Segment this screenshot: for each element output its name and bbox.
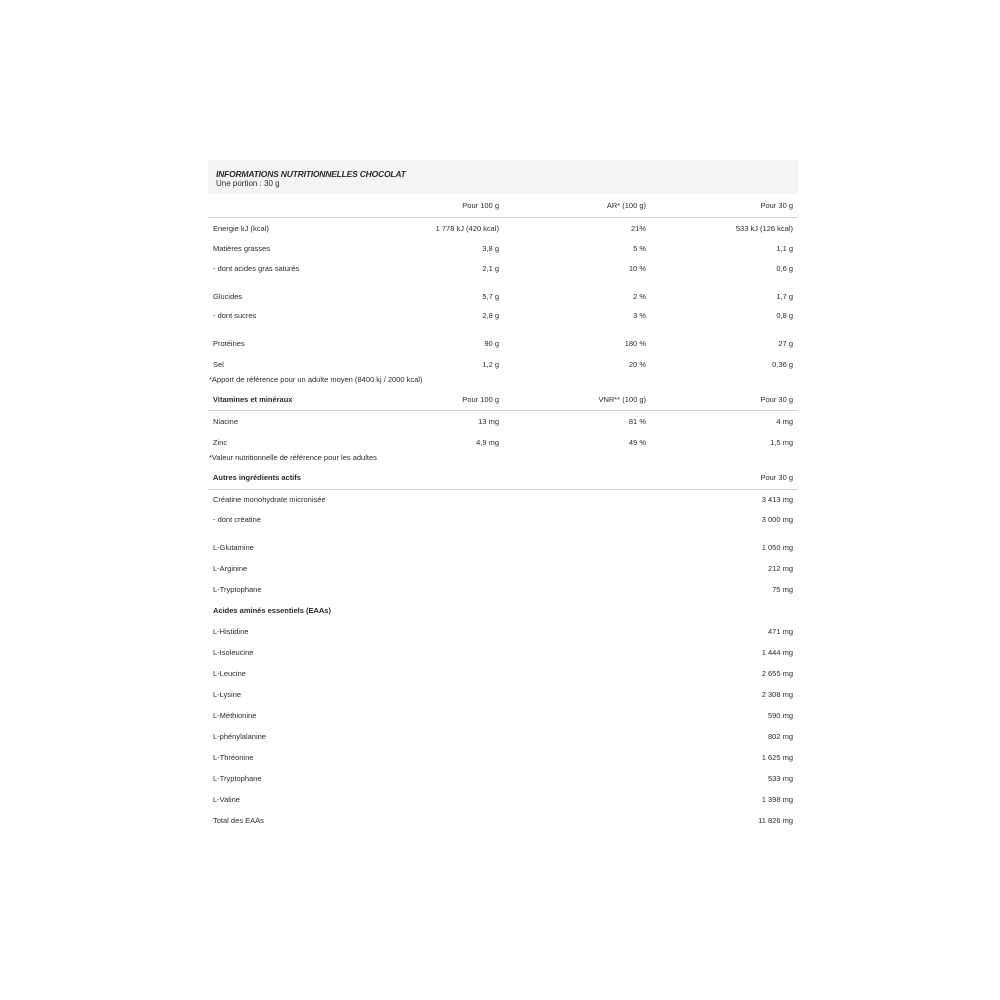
table-row: Energie kJ (kcal) 1 778 kJ (420 kcal) 21% 533 kJ (126 kcal) xyxy=(213,223,793,233)
table-row: L-Lysine 2 308 mg xyxy=(213,689,793,699)
vitamins-table-header: Vitamines et minéraux Pour 100 g VNR** (100 g) Pour 30 g xyxy=(208,389,798,411)
table-row: Sel 1,2 g 20 % 0,36 g xyxy=(213,359,793,369)
nutrition-title: INFORMATIONS NUTRITIONNELLES CHOCOLAT xyxy=(216,169,406,179)
col-per-100g: Pour 100 g xyxy=(462,200,499,210)
table-row: Niacine 13 mg 81 % 4 mg xyxy=(213,417,793,426)
table-row: Matières grasses 3,8 g 5 % 1,1 g xyxy=(213,244,793,253)
table-row: L-Arginine 212 mg xyxy=(213,563,793,573)
table-row: L-phénylalanine 802 mg xyxy=(213,731,793,741)
actives-table-header: Autres ingrédients actifs Pour 30 g xyxy=(208,466,798,490)
nutrition-table-header xyxy=(208,194,798,218)
table-row: L-Thréonine 1 625 mg xyxy=(213,752,793,762)
table-row: Créatine monohydrate micronisée 3 413 mg xyxy=(213,495,793,504)
table-row: Zinc 4,9 mg 49 % 1,5 mg xyxy=(213,438,793,447)
table-row: L-Isoleucine 1 444 mg xyxy=(213,647,793,657)
table-row: - dont acides gras saturés 2,1 g 10 % 0,6 g xyxy=(213,264,793,273)
table-row: L-Méthionine 590 mg xyxy=(213,710,793,720)
table-row: Protéines 90 g 180 % 27 g xyxy=(213,338,793,348)
table-row: L-Tryptophane 533 mg xyxy=(213,773,793,783)
eaas-title-row xyxy=(208,600,798,621)
ar-footnote: *Apport de référence pour un adulte moyen (8400 kj / 2000 kcal) xyxy=(209,375,423,384)
table-row: L-Tryptophane 75 mg xyxy=(213,584,793,594)
col-ar: AR* (100 g) xyxy=(606,200,646,210)
col-per-30g: Pour 30 g xyxy=(760,200,793,210)
nutrition-sheet xyxy=(208,160,798,831)
table-row: - dont créatine 3 000 mg xyxy=(213,514,793,524)
nutrition-header xyxy=(208,160,798,194)
eaas-title: Acides aminés essentiels (EAAs) xyxy=(213,605,331,615)
table-row: L-Valine 1 398 mg xyxy=(213,794,793,804)
portion-subtitle: Une portion : 30 g xyxy=(216,179,280,188)
table-row: L-Glutamine 1 050 mg xyxy=(213,542,793,552)
actives-title: Autres ingrédients actifs xyxy=(213,472,301,482)
table-row: L-Leucine 2 655 mg xyxy=(213,668,793,678)
table-row: L-Histidine 471 mg xyxy=(213,626,793,636)
table-row: - dont sucres 2,8 g 3 % 0,8 g xyxy=(213,311,793,320)
table-row: Total des EAAs 11 826 mg xyxy=(213,815,793,825)
vitamins-title: Vitamines et minéraux xyxy=(213,394,293,404)
vnr-footnote: *Valeur nutritionnelle de référence pour les adultes xyxy=(209,453,377,462)
table-row: Glucides 5,7 g 2 % 1,7 g xyxy=(213,292,793,301)
